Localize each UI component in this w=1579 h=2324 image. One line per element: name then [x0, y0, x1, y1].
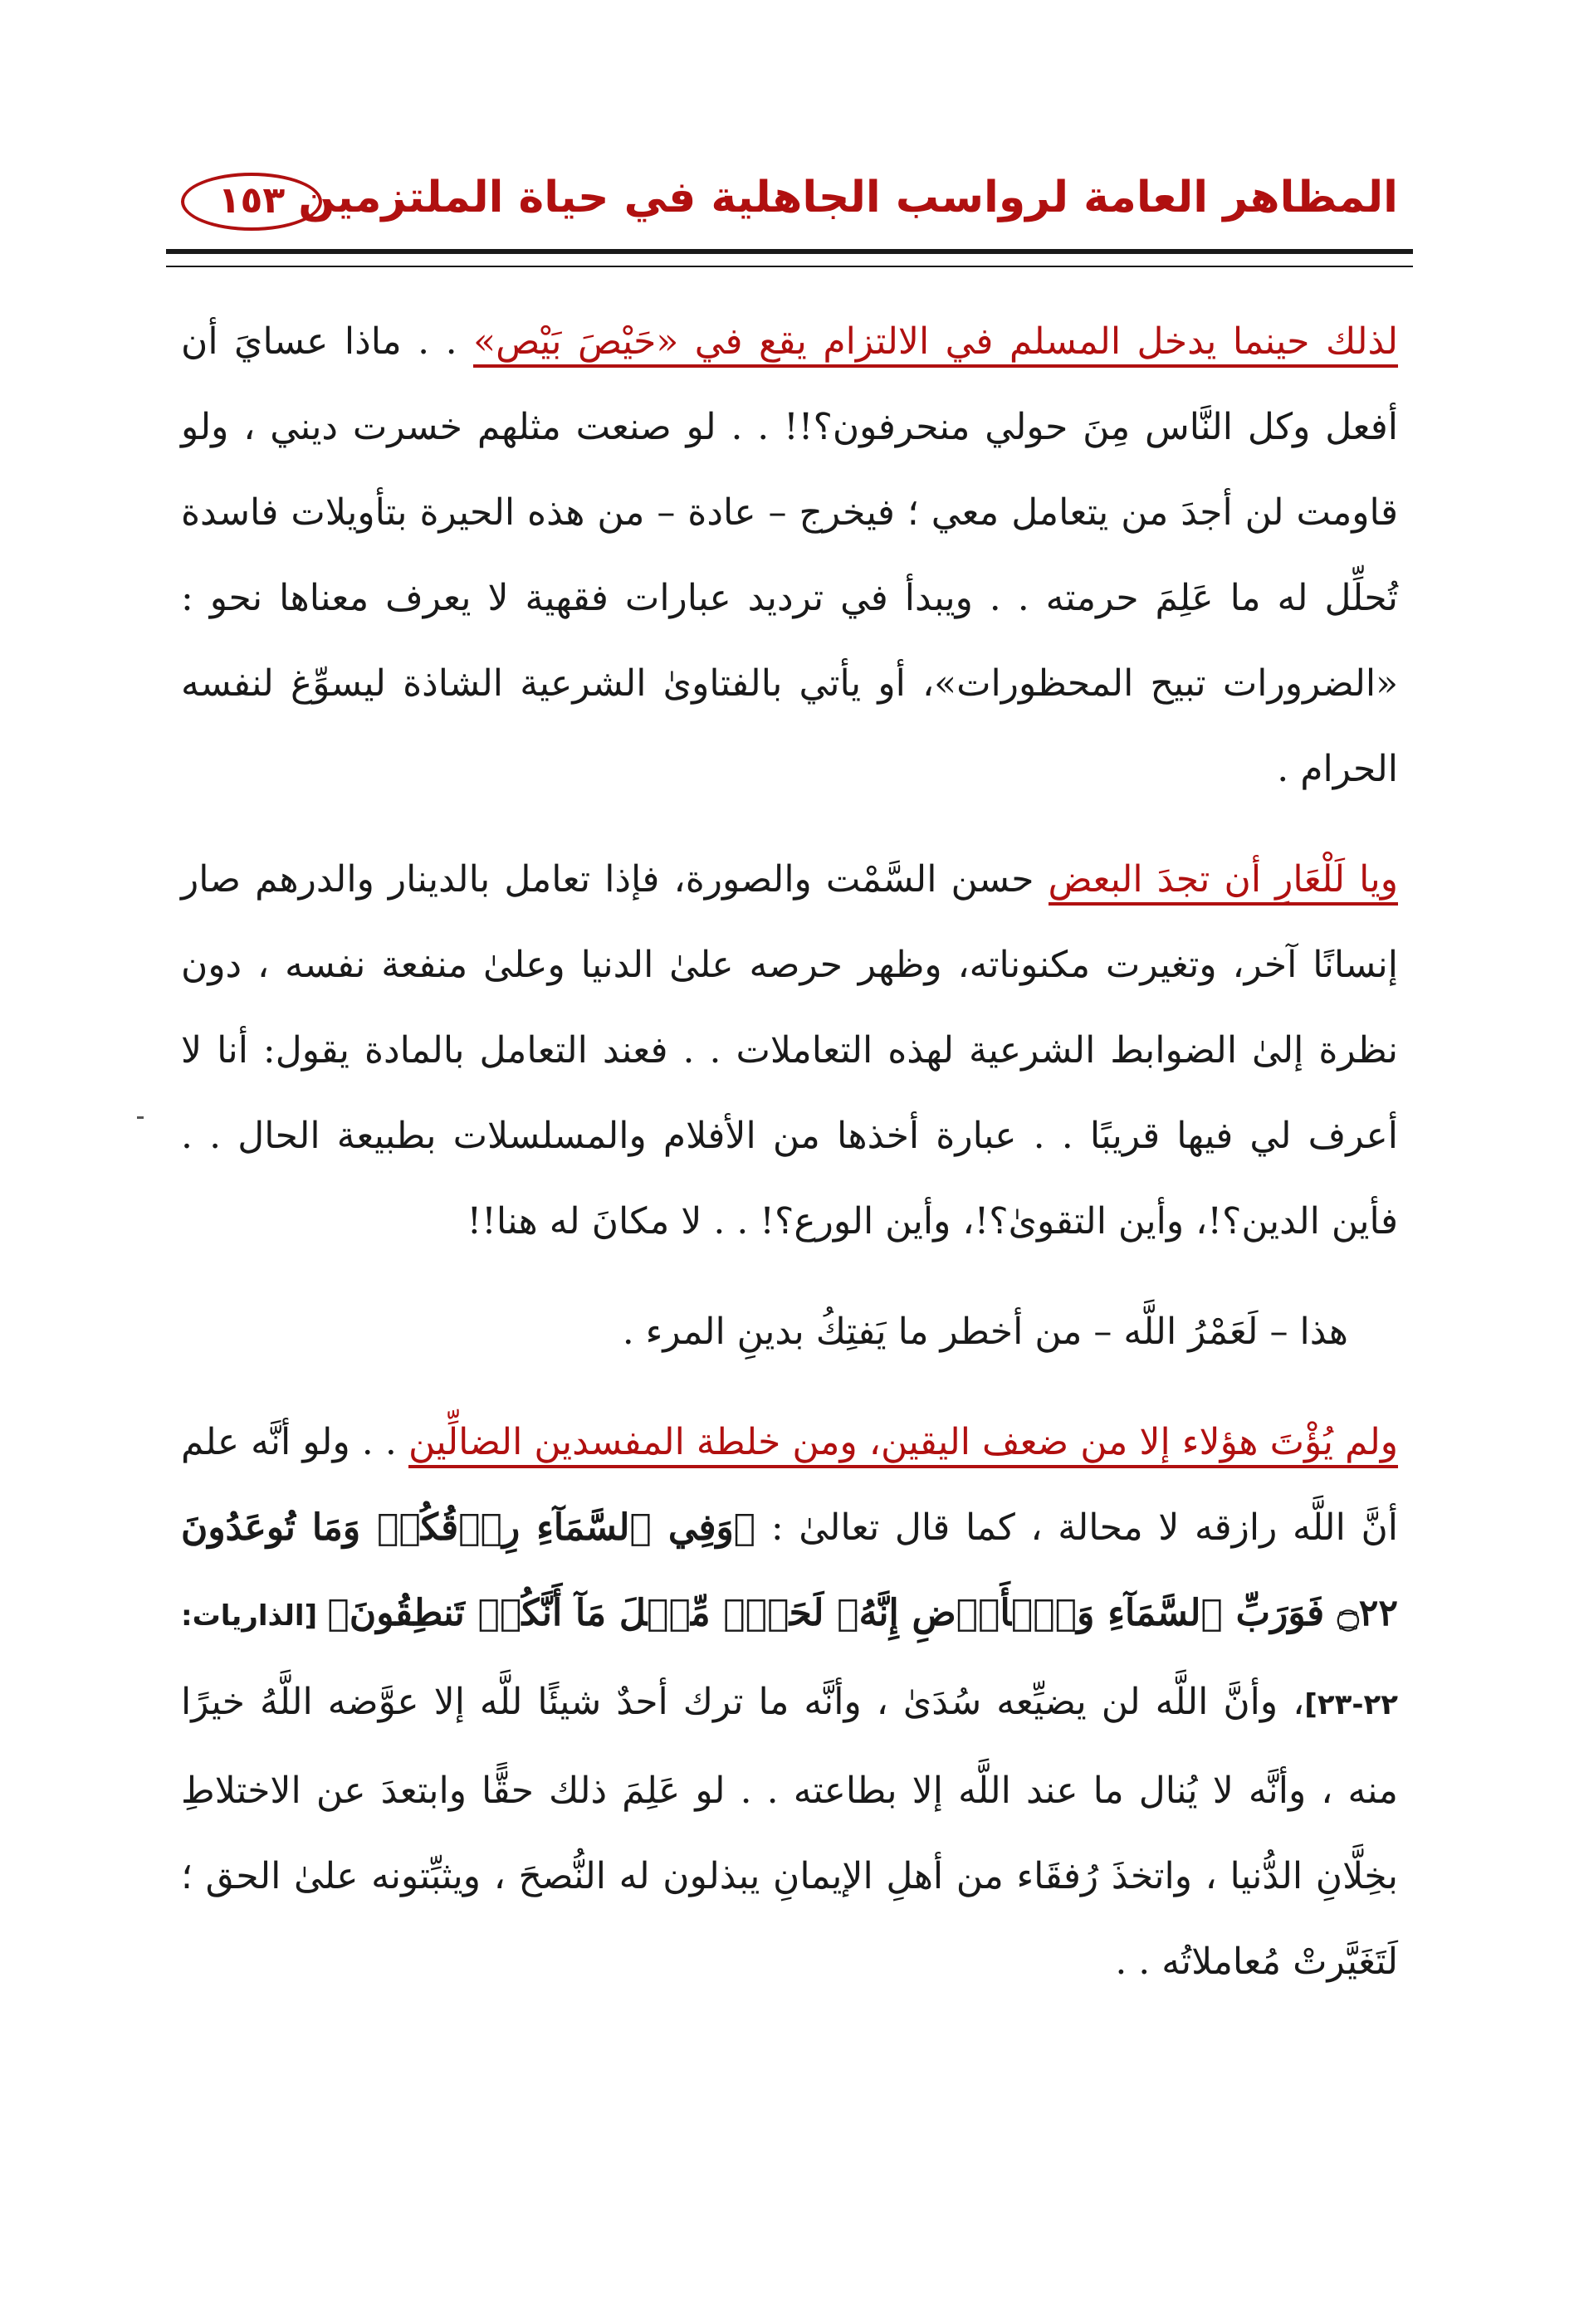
paragraph-2-lead: ويا لَلْعَارِ أن تجدَ البعض — [1049, 858, 1398, 906]
paragraph-4-text-after-verse: ، وأنَّ اللَّه لن يضيِّعه سُدَىٰ ، وأنَّه ما ترك أحدٌ شيئًا للَّه إلا عوَّضه اللَّهُ خيرًا منه ، وأنَّه لا يُنال ما عند اللَّه إلا بطاعته . . لو عَلِمَ ذلك حقًّا وابتعدَ عن الاختلاطِ بخِلَّانِ الدُّنيا ، واتخذَ رُفقَاء من أهلِ الإيمانِ يبذلون له النُّصحَ ، ويثبِّتونه علىٰ الحق ؛ لَتَغَيَّرتْ مُعاملاتُه . . — [181, 1681, 1398, 1983]
page-number-badge: ١٥٣ — [181, 173, 322, 231]
paragraph-1 — [181, 299, 1398, 812]
print-speck — [137, 1116, 144, 1119]
paragraph-3-text: هذا – لَعَمْرُ اللَّه – من أخطر ما يَفتِكُ بدينِ المرء . — [622, 1311, 1348, 1353]
quran-verse: ﴿وَفِي ٱلسَّمَآءِ رِزۡقُكُمۡ وَمَا تُوعَدُونَ ۝٢٢ فَوَرَبِّ ٱلسَّمَآءِ وَٱلۡأَرۡضِ إِنَّهُۥ لَحَقّٞ مِّثۡلَ مَآ أَنَّكُمۡ تَنطِقُونَ﴾ — [181, 1506, 1398, 1634]
paragraph-3 — [181, 1289, 1398, 1374]
verse-reference: [الذاريات: ٢٢-٢٣] — [181, 1599, 1398, 1721]
header-divider — [166, 249, 1413, 267]
paragraph-4-lead: ولم يُؤْتَ هؤلاء إلا من ضعف اليقين، ومن خلطة المفسدين الضالِّين — [408, 1421, 1398, 1468]
paragraph-2-text: حسن السَّمْت والصورة، فإذا تعامل بالدينار والدرهم صار إنسانًا آخر، وتغيرت مكنوناته، وظهر حرصه علىٰ الدنيا وعلىٰ منفعة نفسه ، دون نظرة إلىٰ الضوابط الشرعية لهذه التعاملات . . فعند التعامل بالمادة يقول: أنا لا أعرف لي فيها قريبًا . . عبارة أخذها من الأفلام والمسلسلات بطبيعة الحال . . فأين الدين؟!، وأين التقوىٰ؟!، وأين الورع؟! . . لا مكانَ له هنا!! — [181, 858, 1398, 1243]
paragraph-1-text: . . ماذا عسايَ أن أفعل وكل النَّاس مِنَ حولي منحرفون؟!! . . لو صنعت مثلهم خسرت ديني ، ولو قاومت لن أجدَ من يتعامل معي ؛ فيخرج – عادة – من هذه الحيرة بتأويلات فاسدة تُحلِّل له ما عَلِمَ حرمته . . ويبدأ في ترديد عبارات فقهية لا يعرف معناها نحو : «الضرورات تبيح المحظورات»، أو يأتي بالفتاوىٰ الشرعية الشاذة ليسوِّغ لنفسه الحرام . — [181, 320, 1398, 790]
paragraph-4 — [181, 1399, 1398, 2004]
paragraph-1-lead: لذلك حينما يدخل المسلم في الالتزام يقع في «حَيْصَ بَيْص» — [473, 320, 1398, 368]
running-header — [181, 166, 1398, 257]
chapter-title: المظاهر العامة لرواسب الجاهلية في حياة الملتزمين — [298, 173, 1398, 222]
body-text — [181, 299, 1398, 2004]
paragraph-2 — [181, 837, 1398, 1264]
paragraph-4-text-before-verse: . . ولو أنَّه علم أنَّ اللَّه رازقه لا محالة ، كما قال تعالىٰ : — [181, 1421, 1398, 1549]
